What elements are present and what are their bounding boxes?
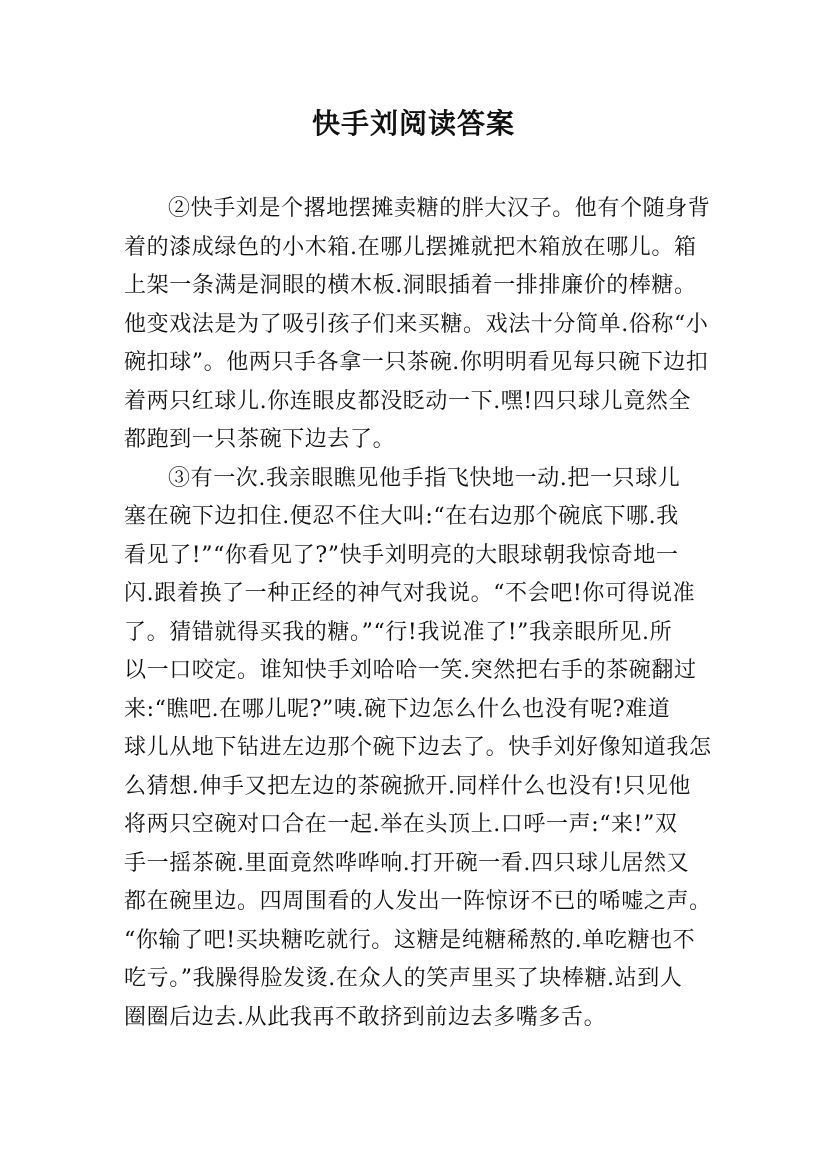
document-body <box>124 190 712 1037</box>
text-line: 都在碗里边。四周围看的人发出一阵惊讶不已的唏嘘之声。 <box>124 889 712 914</box>
text-line: ③有一次.我亲眼瞧见他手指飞快地一动.把一只球儿 <box>168 465 681 491</box>
text-line: 手一摇茶碗.里面竟然哗哗响.打开碗一看.四只球儿居然又 <box>124 850 690 876</box>
text-line: 球儿从地下钻进左边那个碗下边去了。快手刘好像知道我怎 <box>124 735 712 760</box>
text-line: 么猜想.伸手又把左边的茶碗掀开.同样什么也没有!只见他 <box>124 773 692 799</box>
text-line: 闪.跟着换了一种正经的神气对我说。“不会吧!你可得说准 <box>124 581 696 606</box>
text-line: 了。猜错就得买我的糖。”“行!我说准了!”我亲眼所见.所 <box>124 619 673 645</box>
page-title: 快手刘阅读答案 <box>311 107 515 140</box>
text-line: 着的漆成绿色的小木箱.在哪儿摆摊就把木箱放在哪儿。箱 <box>124 234 697 260</box>
text-line: 上架一条满是洞眼的横木板.洞眼插着一排排廉价的棒糖。 <box>124 273 697 298</box>
text-line: 他变戏法是为了吸引孩子们来买糖。戏法十分简单.俗称“小 <box>124 311 709 337</box>
text-line: 来:“瞧吧.在哪儿呢?”咦.碗下边怎么什么也没有呢?难道 <box>124 696 671 722</box>
text-line: 塞在碗下边扣住.便忍不住大叫:“在右边那个碗底下哪.我 <box>124 504 679 529</box>
text-line: “你输了吧!买块糖吃就行。这糖是纯糖稀熬的.单吃糖也不 <box>124 927 696 953</box>
paragraph-2 <box>124 460 712 1038</box>
paragraph-1 <box>124 190 711 460</box>
text-line: 吃亏。”我臊得脸发烫.在众人的笑声里买了块棒糖.站到人 <box>124 966 683 991</box>
text-line: 都跑到一只茶碗下边去了。 <box>124 427 396 452</box>
text-line: 看见了!”“你看见了?”快手刘明亮的大眼球朝我惊奇地一 <box>124 542 679 568</box>
text-line: 以一口咬定。谁知快手刘哈哈一笑.突然把右手的茶碗翻过 <box>124 658 697 683</box>
text-line: 着两只红球儿.你连眼皮都没眨动一下.嘿!四只球儿竟然全 <box>124 388 692 414</box>
text-line: ②快手刘是个撂地摆摊卖糖的胖大汉子。他有个随身背 <box>168 196 711 221</box>
text-line: 将两只空碗对口合在一起.举在头顶上.口呼一声:“来!”双 <box>124 812 678 837</box>
text-line: 碗扣球”。他两只手各拿一只茶碗.你明明看见每只碗下边扣 <box>124 350 709 375</box>
text-line: 圈圈后边去.从此我再不敢挤到前边去多嘴多舌。 <box>124 1004 607 1030</box>
